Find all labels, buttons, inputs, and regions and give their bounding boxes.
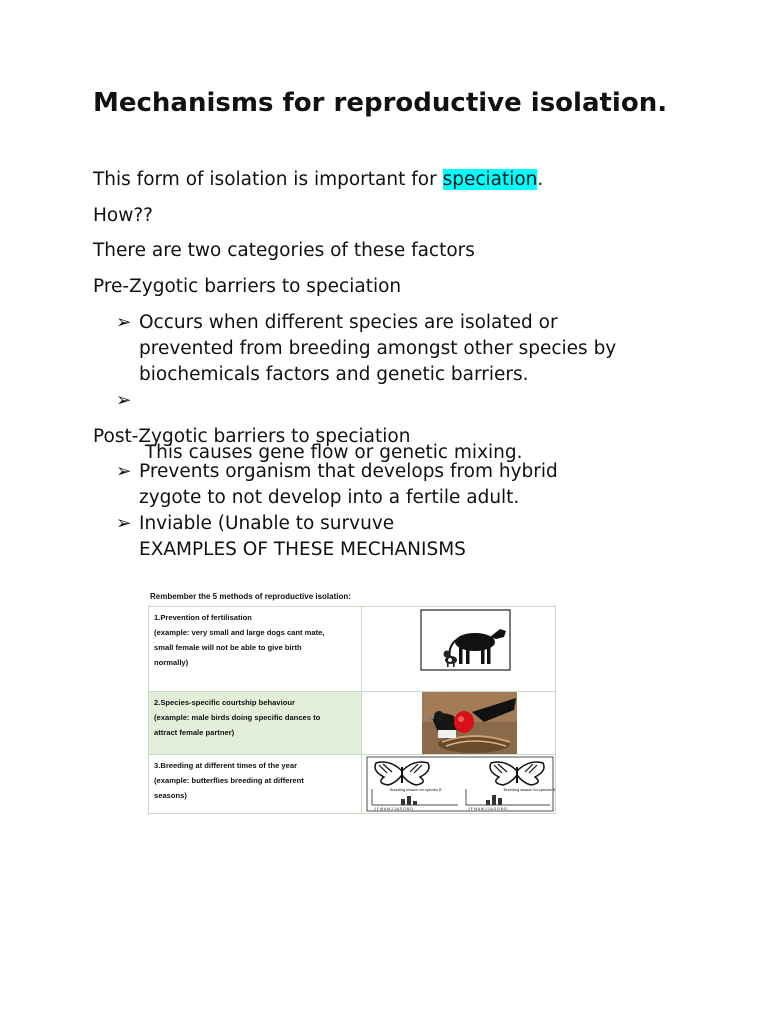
bullet-line: Occurs when different species are isolated or xyxy=(139,312,558,333)
bullet-arrow-icon: ➢ xyxy=(116,312,132,333)
bullet-arrow-icon: ➢ xyxy=(116,513,132,534)
bullet-line: Inviable (Unable to survuve xyxy=(139,513,395,534)
bullet-line: prevented from breeding amongst other species by xyxy=(139,338,617,359)
table-row xyxy=(149,755,555,813)
cell-line: normally) xyxy=(154,658,189,667)
page-title: Mechanisms for reproductive isolation. xyxy=(93,88,668,118)
speciation-highlight: speciation xyxy=(442,169,538,190)
dogs-image xyxy=(362,607,555,691)
cell-line: (example: male birds doing specific dances to xyxy=(154,713,321,722)
caption-species-b: Breeding season for species B xyxy=(390,788,442,792)
post-zygotic-heading: Post-Zygotic barriers to speciation xyxy=(93,426,411,447)
cell-line: attract female partner) xyxy=(154,728,235,737)
cell-line: small female will not be able to give birth xyxy=(154,643,302,652)
figure-title: Rembember the 5 methods of reproductive isolation: xyxy=(150,592,351,601)
cell-line: 3.Breeding at different times of the year xyxy=(154,761,298,770)
table-row xyxy=(149,692,555,755)
pre-zygotic-heading: Pre-Zygotic barriers to speciation xyxy=(93,276,402,297)
examples-heading: EXAMPLES OF THESE MECHANISMS xyxy=(139,539,466,560)
cell-line: seasons) xyxy=(154,791,187,800)
categories-text: There are two categories of these factors xyxy=(93,240,475,261)
intro-paragraph xyxy=(93,167,543,193)
cell-line: 2.Species-specific courtship behaviour xyxy=(154,698,295,707)
table-row xyxy=(149,607,555,692)
months-axis-a: J F M A M J J A S O N D xyxy=(468,807,507,811)
bullet-arrow-icon: ➢ xyxy=(116,390,132,411)
isolation-methods-figure xyxy=(148,592,556,814)
frigatebird-image xyxy=(362,692,555,754)
cell-line: (example: butterflies breeding at different xyxy=(154,776,304,785)
bullet-line: This causes gene flow or genetic mixing. xyxy=(139,442,523,463)
cell-line: (example: very small and large dogs cant mate, xyxy=(154,628,325,637)
cell-line: 1.Prevention of fertilisation xyxy=(154,613,252,622)
intro-text: This form of isolation is important for xyxy=(93,169,443,190)
caption-species-a: Breeding season for species A xyxy=(504,788,555,792)
bullet-arrow-icon: ➢ xyxy=(116,461,132,482)
months-axis-b: J F M A M J J A S O N D xyxy=(374,807,413,811)
bullet-line: biochemicals factors and genetic barriers. xyxy=(139,364,529,385)
bullet-line: zygote to not develop into a fertile adult. xyxy=(139,487,520,508)
butterflies-chart-image xyxy=(362,755,555,813)
intro-period: . xyxy=(537,169,544,190)
bullet-line: Prevents organism that develops from hybrid xyxy=(139,461,558,482)
methods-table xyxy=(148,606,556,814)
question-text: How?? xyxy=(93,205,153,226)
